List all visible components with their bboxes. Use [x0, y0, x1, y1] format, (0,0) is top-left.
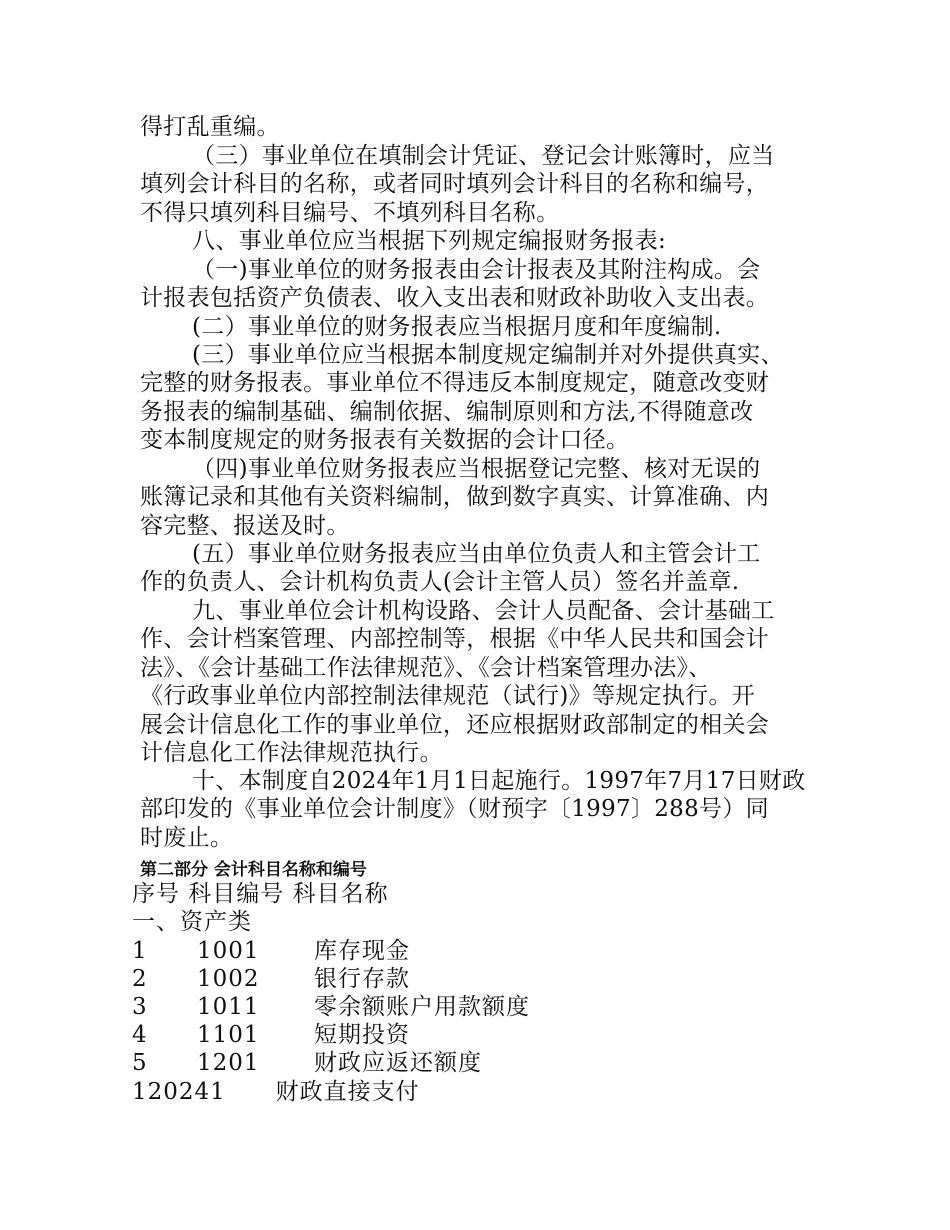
text-line: 账簿记录和其他有关资料编制，做到数字真实、计算准确、内 — [140, 484, 770, 511]
text-line: (三）事业单位应当根据本制度规定编制并对外提供真实、 — [192, 342, 784, 368]
paragraph — [140, 597, 812, 767]
row-number: 4 — [132, 1022, 148, 1048]
paragraph — [140, 341, 812, 455]
paragraph — [140, 113, 812, 141]
account-name: 财政应返还额度 — [314, 1050, 482, 1076]
paragraph — [140, 256, 812, 313]
text-line: 务报表的编制基础、编制依据、编制原则和方法,不得随意改 — [140, 398, 754, 425]
text-line: 填列会计科目的名称，或者同时填列会计科目的名称和编号， — [140, 171, 770, 198]
row-number: 5 — [132, 1050, 148, 1076]
paragraph — [140, 767, 812, 852]
text-line: 完整的财务报表。事业单位不得违反本制度规定，随意改变财 — [140, 370, 770, 397]
text-line: 九、事业单位会计机构设路、会计人员配备、会计基础工 — [192, 598, 775, 624]
text-line: （三）事业单位在填制会计凭证、登记会计账簿时，应当 — [192, 143, 775, 169]
text-line: 《行政事业单位内部控制法律规范（试行)》等规定执行。开 — [140, 683, 756, 710]
paragraph — [140, 227, 812, 255]
account-name: 零余额账户用款额度 — [314, 994, 530, 1020]
text-line: 作、会计档案管理、内部控制等，根据《中华人民共和国会计 — [140, 626, 770, 653]
account-name: 库存现金 — [314, 938, 410, 964]
paragraph — [140, 313, 812, 341]
text-line: 计报表包括资产负债表、收入支出表和财政补助收入支出表。 — [140, 285, 770, 312]
text-line: 不得只填列科目编号、不填列科目名称。 — [140, 199, 560, 226]
paragraph — [140, 540, 812, 597]
table-row: 120241 财政直接支付 — [132, 1079, 420, 1105]
text-line: 展会计信息化工作的事业单位，还应根据财政部制定的相关会 — [140, 711, 770, 738]
table-header: 序号 科目编号 科目名称 — [132, 881, 389, 907]
text-line: 法》、《会计基础工作法律规范》、《会计档案管理办法》、 — [140, 654, 712, 681]
row-number: 3 — [132, 994, 148, 1020]
text-line: 时废止。 — [140, 824, 234, 851]
text-line: （四)事业单位财务报表应当根据登记完整、核对无误的 — [192, 456, 761, 482]
text-line: 变本制度规定的财务报表有关数据的会计口径。 — [140, 427, 630, 454]
text-line: （一)事业单位的财务报表由会计报表及其附注构成。会 — [192, 257, 761, 283]
account-name: 短期投资 — [314, 1022, 410, 1048]
text-line: 部印发的《事业单位会计制度》（财预字〔1997〕288号）同 — [140, 796, 769, 823]
text-line: 作的负责人、会计机构负责人(会计主管人员）签名并盖章. — [140, 569, 740, 596]
paragraph — [140, 142, 812, 227]
row-number: 2 — [132, 966, 148, 992]
text-line: 八、事业单位应当根据下列规定编报财务报表: — [192, 228, 667, 254]
account-name: 银行存款 — [314, 966, 410, 992]
paragraph — [140, 455, 812, 540]
section-heading: 第二部分 会计科目名称和编号 — [140, 860, 367, 880]
text-line: 得打乱重编。 — [140, 114, 280, 140]
account-code: 1002 — [197, 966, 260, 992]
account-code: 1011 — [197, 994, 260, 1020]
account-code: 1101 — [197, 1022, 260, 1048]
text-line: 计信息化工作法律规范执行。 — [140, 740, 443, 767]
text-line: (二）事业单位的财务报表应当根据月度和年度编制. — [192, 314, 722, 340]
text-line: (五）事业单位财务报表应当由单位负责人和主管会计工 — [192, 541, 761, 567]
text-line: 容完整、报送及时。 — [140, 512, 350, 539]
row-number: 1 — [132, 938, 148, 964]
account-code: 1001 — [197, 938, 260, 964]
category-label: 一、资产类 — [132, 909, 252, 935]
text-line: 十、本制度自2024年1月1日起施行。1997年7月17日财政 — [192, 768, 806, 794]
account-code: 1201 — [197, 1050, 260, 1076]
